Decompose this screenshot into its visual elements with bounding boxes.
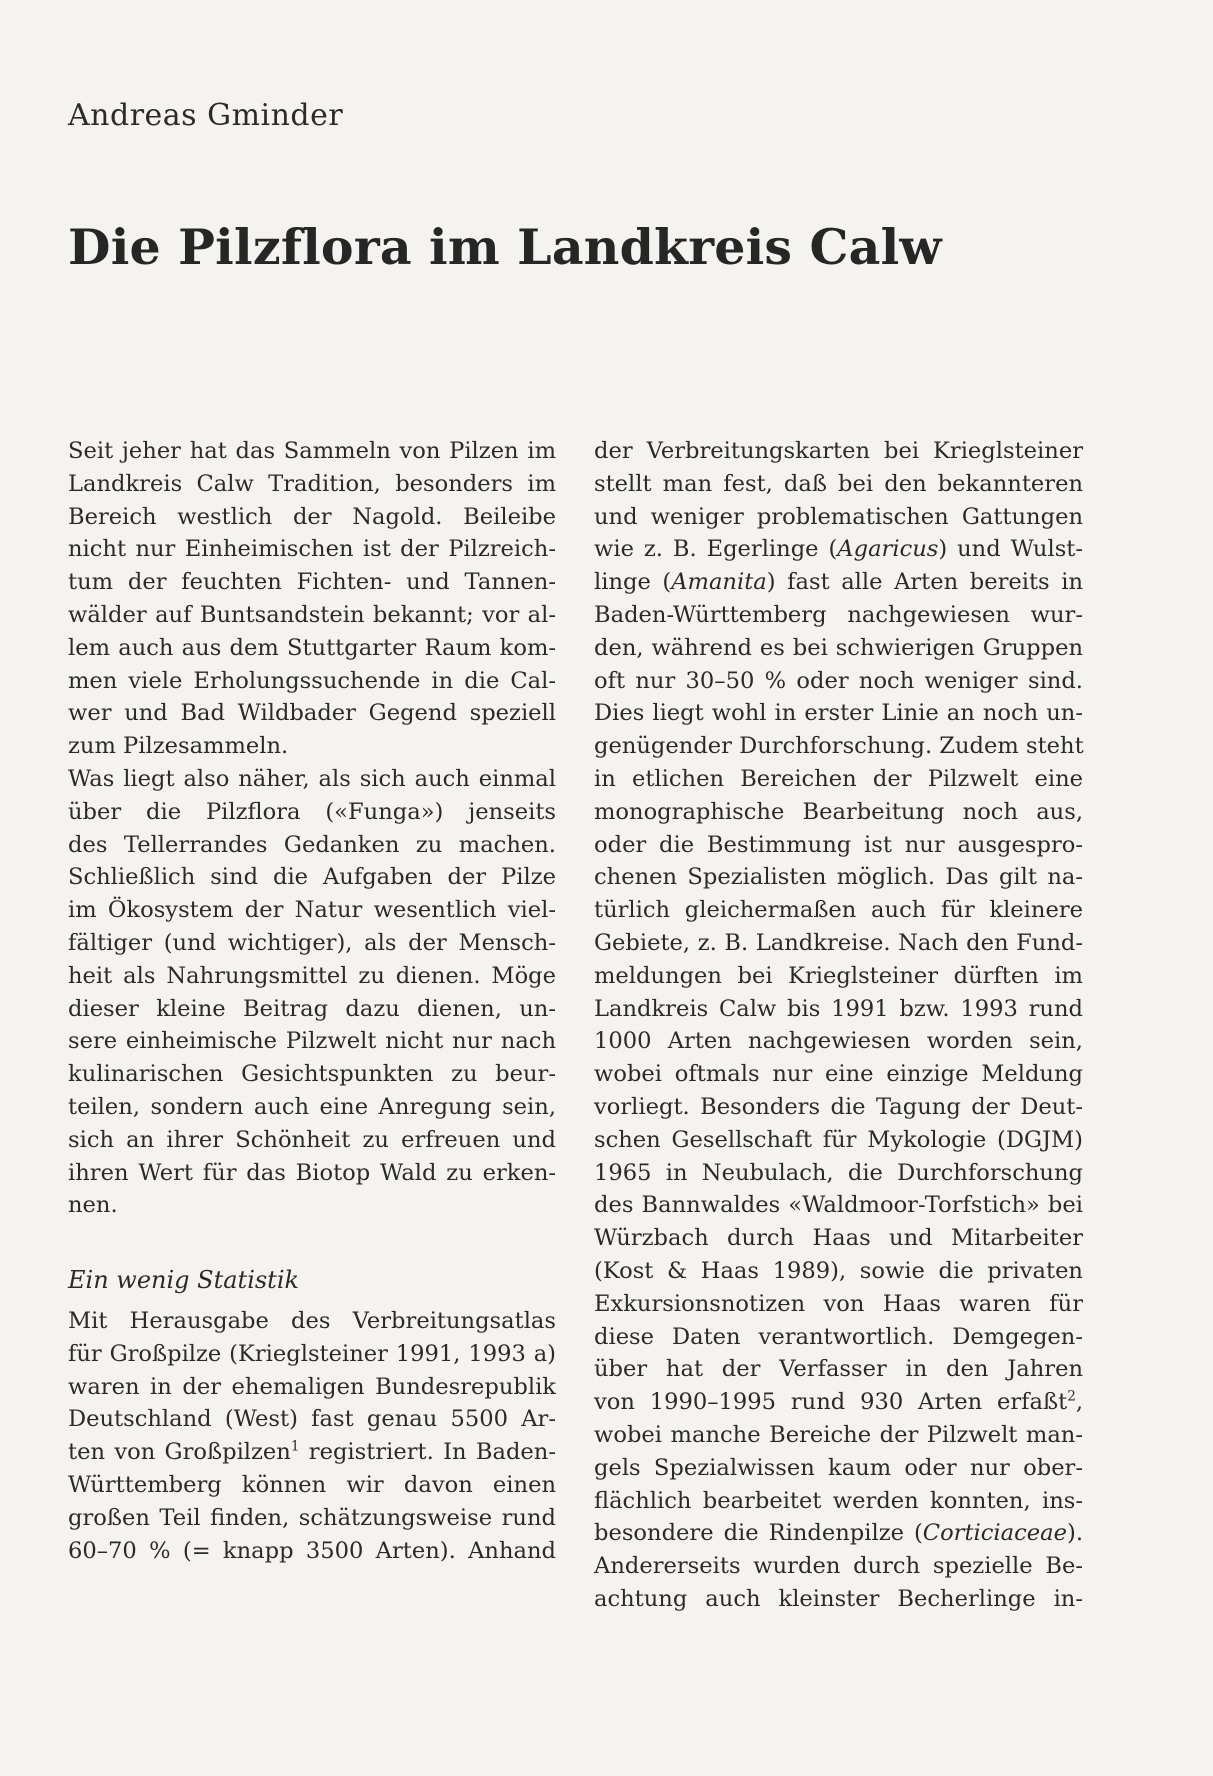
text-line: wobei oftmals nur eine einzige Meldung <box>594 1061 1083 1088</box>
text-line: Was liegt also näher, als sich auch einmal <box>68 765 556 792</box>
footnote-marker: 1 <box>290 1438 300 1455</box>
text-line: oft nur 30–50 % oder noch weniger sind. <box>594 667 1083 694</box>
text-line: sere einheimische Pilzwelt nicht nur nach <box>68 1028 556 1055</box>
section-heading: Ein wenig Statistik <box>68 1266 300 1295</box>
text-line: linge (Amanita) fast alle Arten bereits in <box>594 569 1083 596</box>
text-line: den, während es bei schwierigen Gruppen <box>594 634 1083 661</box>
paragraph-statistik <box>68 1305 556 1567</box>
text-line: über hat der Verfasser in den Jahren <box>594 1356 1083 1383</box>
text-line: Landkreis Calw Tradition, besonders im <box>68 470 556 497</box>
text-line: men viele Erholungssuchende in die Cal- <box>68 667 556 694</box>
text-line: Seit jeher hat das Sammeln von Pilzen im <box>68 438 556 464</box>
text-line: für Großpilze (Krieglsteiner 1991, 1993 a) <box>68 1340 556 1367</box>
text-line: in etlichen Bereichen der Pilzwelt eine <box>594 765 1083 792</box>
paragraph-funga <box>68 763 556 1222</box>
text-line: lem auch aus dem Stuttgarter Raum kom- <box>68 634 556 661</box>
text-line: genügender Durchforschung. Zudem steht <box>594 733 1084 760</box>
text-line: dieser kleine Beitrag dazu dienen, un- <box>68 995 556 1022</box>
text-line: Bereich westlich der Nagold. Beileibe <box>68 503 556 530</box>
text-line: chenen Spezialisten möglich. Das gilt na- <box>594 864 1083 891</box>
text-line: im Ökosystem der Natur wesentlich viel- <box>68 897 556 924</box>
text-line: Dies liegt wohl in erster Linie an noch un- <box>594 700 1083 727</box>
text-line: der Verbreitungskarten bei Krieglsteiner <box>594 438 1083 464</box>
left-column <box>68 435 556 1567</box>
text-line: Schließlich sind die Aufgaben der Pilze <box>68 864 556 891</box>
text-line: achtung auch kleinster Becherlinge in- <box>594 1585 1083 1612</box>
text-line: (Kost & Haas 1989), sowie die privaten <box>594 1257 1083 1284</box>
text-line: wie z. B. Egerlinge (Agaricus) und Wulst- <box>594 536 1083 563</box>
text-line: Würzbach durch Haas und Mitarbeiter <box>594 1225 1083 1252</box>
text-line: zum Pilzesammeln. <box>68 733 289 760</box>
text-line: Baden-Württemberg nachgewiesen wur- <box>594 601 1083 628</box>
text-line: fältiger (und wichtiger), als der Mensch- <box>68 929 556 956</box>
text-line: besondere die Rindenpilze (Corticiaceae). <box>594 1520 1083 1547</box>
author-name: Andreas Gminder <box>68 98 344 133</box>
text-line: stellt man fest, daß bei den bekannteren <box>594 470 1083 497</box>
text-line: diese Daten verantwortlich. Demgegen- <box>594 1323 1083 1350</box>
text-line: Exkursionsnotizen von Haas waren für <box>594 1290 1083 1317</box>
text-line: über die Pilzflora («Funga») jenseits <box>68 798 556 825</box>
text-line: und weniger problematischen Gattungen <box>594 503 1083 530</box>
text-line: meldungen bei Krieglsteiner dürften im <box>594 962 1083 989</box>
text-line: Mit Herausgabe des Verbreitungsatlas <box>68 1307 556 1334</box>
text-line: schen Gesellschaft für Mykologie (DGJM) <box>594 1126 1083 1153</box>
text-line: nicht nur Einheimischen ist der Pilzreich- <box>68 536 556 563</box>
text-line: ihren Wert für das Biotop Wald zu erken- <box>68 1159 556 1186</box>
text-line: großen Teil finden, schätzungsweise rund <box>68 1504 556 1531</box>
text-line: tum der feuchten Fichten- und Tannen- <box>68 569 556 596</box>
text-line: vorliegt. Besonders die Tagung der Deut- <box>594 1093 1083 1120</box>
text-line: von 1990–1995 rund 930 Arten erfaßt$^2$, <box>594 1388 1083 1416</box>
text-line: wälder auf Buntsandstein bekannt; vor al- <box>68 601 556 628</box>
text-line: heit als Nahrungsmittel zu dienen. Möge <box>68 962 556 989</box>
text-line: kulinarischen Gesichtspunkten zu beur- <box>68 1061 556 1088</box>
text-line: 1965 in Neubulach, die Durchforschung <box>594 1159 1083 1186</box>
text-line: monographische Bearbeitung noch aus, <box>594 798 1083 825</box>
text-line: flächlich bearbeitet werden konnten, ins- <box>594 1487 1083 1514</box>
text-line: wer und Bad Wildbader Gegend speziell <box>68 700 556 727</box>
text-line: türlich gleichermaßen auch für kleinere <box>594 897 1083 924</box>
genus-name: Agaricus <box>837 536 939 563</box>
text-line: Württemberg können wir davon einen <box>68 1471 556 1498</box>
genus-name: Amanita <box>671 569 767 596</box>
text-line: Andererseits wurden durch spezielle Be- <box>594 1553 1083 1580</box>
family-name: Corticiaceae <box>922 1520 1067 1547</box>
text-line: sich an ihrer Schönheit zu erfreuen und <box>68 1126 556 1153</box>
text-line: oder die Bestimmung ist nur ausgespro- <box>594 831 1083 858</box>
text-line: 1000 Arten nachgewiesen worden sein, <box>594 1028 1083 1055</box>
text-line: wobei manche Bereiche der Pilzwelt man- <box>594 1421 1083 1448</box>
right-column <box>594 435 1083 1616</box>
paragraph-intro <box>68 435 556 763</box>
text-line: Gebiete, z. B. Landkreise. Nach den Fund- <box>594 929 1083 956</box>
text-line: Landkreis Calw bis 1991 bzw. 1993 rund <box>594 995 1083 1022</box>
text-line: des Tellerrandes Gedanken zu machen. <box>68 831 556 858</box>
text-line: waren in der ehemaligen Bundesrepublik <box>68 1373 556 1400</box>
text-line: teilen, sondern auch eine Anregung sein, <box>68 1093 556 1120</box>
footnote-marker: 2 <box>1067 1388 1076 1405</box>
article-title: Die Pilzflora im Landkreis Calw <box>68 218 942 276</box>
text-line: nen. <box>68 1192 118 1219</box>
text-line: 60–70 % (= knapp 3500 Arten). Anhand <box>68 1537 556 1564</box>
text-line: gels Spezialwissen kaum oder nur ober- <box>594 1454 1083 1481</box>
text-line: des Bannwaldes «Waldmoor-Torfstich» bei <box>594 1192 1083 1219</box>
text-line: Deutschland (West) fast genau 5500 Ar- <box>68 1406 556 1433</box>
text-line: ten von Großpilzen$^1$ registriert. In Baden- <box>68 1438 556 1466</box>
